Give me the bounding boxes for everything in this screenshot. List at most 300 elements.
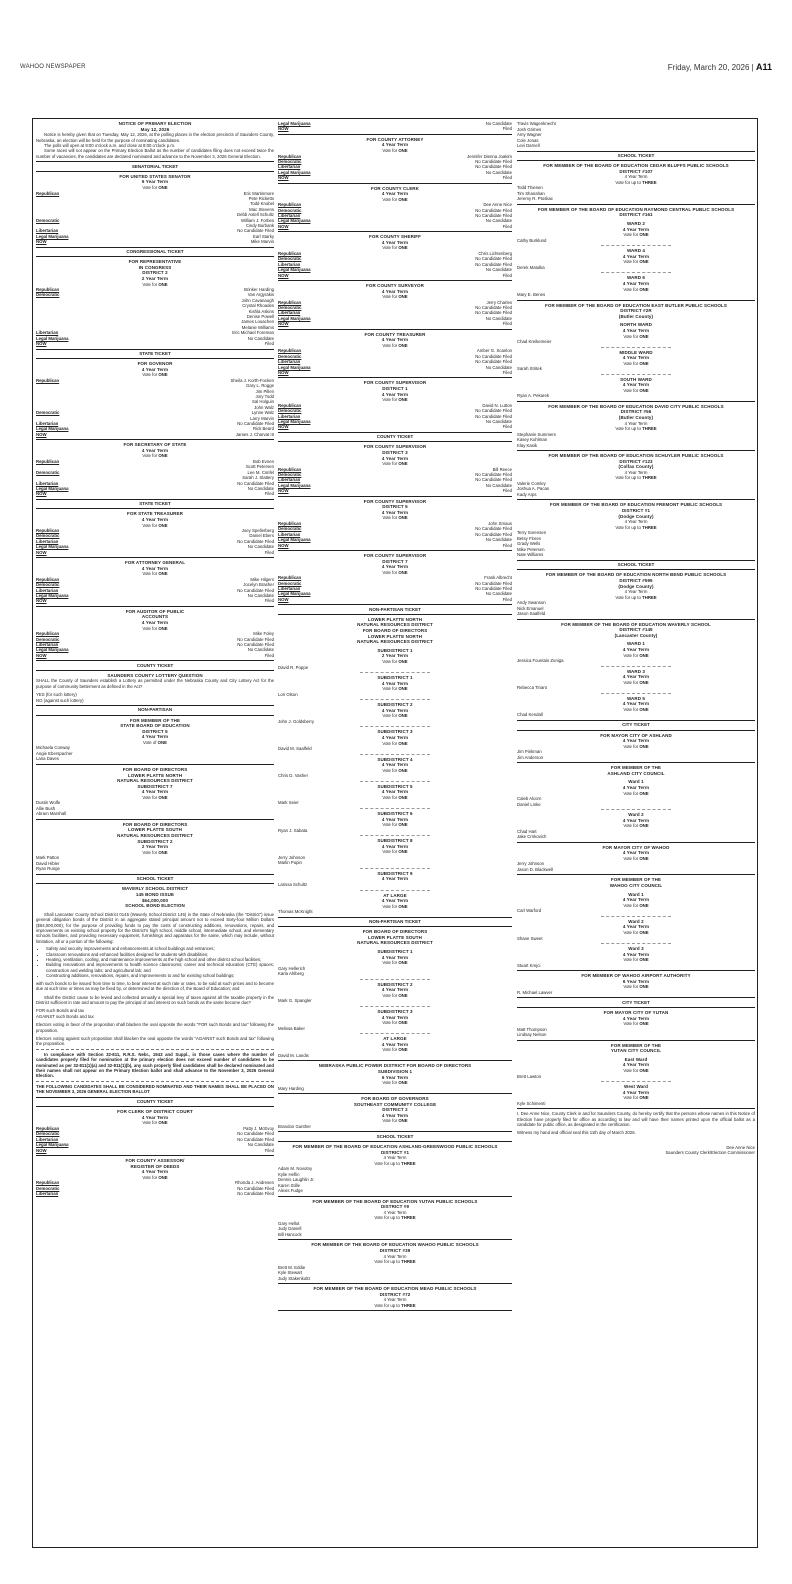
race-secretary-of-state (36, 442, 274, 497)
candidate-name: James Louachen (241, 319, 274, 325)
race-heading: WARD 1 (626, 641, 646, 647)
vote-count: ONE (398, 515, 408, 521)
vote-count: ONE (398, 992, 408, 998)
ticket-header: SCHOOL TICKET (517, 560, 755, 571)
school-races-a (517, 163, 755, 558)
party-name: Legal Marijuana (278, 169, 311, 175)
race-heading: FOR COUNTY TREASURER (364, 331, 426, 337)
term-length: 2 Year Term (141, 844, 169, 850)
ticket-header: CONGRESSIONAL TICKET (36, 247, 274, 258)
candidate-row (278, 175, 512, 180)
vote-label: Vote for up to (615, 426, 641, 432)
candidate-name: No Candidate Filed (475, 213, 512, 219)
certification-text: I, Dee Anne Nice, County Clerk in and for Saunders County, do hereby certify that the persons whose names in this Notice of Election have properly filed for office as according to law and will have their names printed upon the official ballot as a candidate for public office, as designated in the certification. (517, 1111, 755, 1128)
candidate-name: Crystal Rhoades (242, 303, 274, 309)
vote-count: ONE (398, 196, 408, 202)
vote-count: ONE (398, 569, 408, 575)
candidate-name: Van Argyrakis (247, 292, 274, 298)
candidate-name: Caleb Alcorn (517, 796, 542, 802)
term-length: 4 Year Term (141, 366, 169, 372)
race-heading: FOR COUNTY SUPERVISOR (363, 380, 427, 386)
race-heading: DISTRICT #595 (619, 577, 653, 583)
race-heading: IN CONGRESS (138, 264, 172, 270)
candidate-row (36, 239, 274, 244)
term-length: 4 Year Term (141, 789, 169, 795)
candidate-name: Cole Jonas (517, 137, 539, 143)
race-heading: FOR MEMBER OF THE BOARD OF EDUCATION SCHUYLER PUBLIC SCHOOLS (548, 453, 724, 459)
term-length: 4 Year Term (381, 142, 409, 148)
divider (517, 970, 755, 971)
candidate-name: Melanie Williams (241, 324, 274, 330)
party-name: Democratic (36, 217, 60, 223)
bond-title: WAVERLY SCHOOL DISTRICT (121, 886, 189, 892)
candidate-name: Jerry Johnson (517, 861, 544, 867)
race-heading: (Colfax County) (618, 464, 654, 470)
divider (278, 1196, 512, 1197)
term-length: 4 Year Term (622, 382, 650, 388)
divider (360, 1006, 430, 1007)
vote-label: Vote for (623, 902, 639, 908)
candidate-name: Jake Crnkovich (517, 834, 547, 840)
party-name: Democratic (36, 469, 60, 475)
candidate-name: Carl Warford (517, 908, 542, 914)
candidate-name: Filed (264, 341, 274, 347)
term-length: 4 Year Term (624, 589, 648, 595)
divider (601, 245, 671, 246)
term-length: 4 Year Term (381, 789, 409, 795)
party-name: Legal Marijuana (278, 121, 311, 126)
candidate-name: Cathy Burklund (517, 237, 547, 243)
vote-label: Vote for (142, 185, 158, 190)
party-name: Libertarian (36, 228, 59, 234)
issue-date-page: Friday, March 20, 2026 | A11 (667, 62, 772, 72)
race-heading: NATURAL RESOURCES DISTRICT (117, 778, 193, 784)
race-heading: FOR MEMBER OF THE (610, 877, 662, 883)
party-name: Libertarian (36, 1191, 59, 1196)
vote-count: ONE (639, 930, 649, 936)
vote-label: Vote for (142, 453, 158, 459)
divider (601, 916, 671, 917)
vote-count: ONE (158, 794, 168, 800)
race-heading: FOR ATTORNEY GENERAL (124, 560, 186, 566)
candidate-name: Patty J. McEvoy (243, 1125, 274, 1131)
party-name: Legal Marijuana (278, 537, 311, 543)
ticket-header: COUNTY TICKET (36, 660, 274, 671)
candidate-name: Rebecca Tinant (517, 685, 547, 691)
party-name: Democratic (36, 1185, 60, 1191)
ticket-header: COUNTY TICKET (278, 432, 512, 443)
divider (517, 450, 755, 451)
candidate-row (278, 224, 512, 229)
candidate-name: Eric Michael Foreman (232, 330, 274, 336)
party-name: NOW (36, 549, 47, 555)
party-name: Democratic (36, 533, 60, 539)
term-length: 4 Year Term (381, 1112, 409, 1118)
race-us-senator (36, 174, 274, 245)
scc-district: DISTRICT 2 (382, 1107, 408, 1113)
party-name: NOW (36, 239, 47, 245)
vote-label: Vote for (623, 743, 639, 749)
term-length: 4 Year Term (381, 954, 409, 960)
candidate-name: Lee M. Cimfel (247, 469, 274, 475)
term-length: 4 Year Term (381, 564, 409, 570)
candidate-name: No Candidate Filed (475, 531, 512, 537)
race-treasurer (36, 511, 274, 555)
vote-count: ONE (398, 740, 408, 746)
candidate-name: Earl Starky (252, 233, 274, 239)
vote-count: ONE (398, 767, 408, 773)
term-length: 4 Year Term (381, 762, 409, 768)
term-length: 4 Year Term (141, 516, 169, 522)
race-heading: DISTRICT 3 (382, 449, 408, 455)
candidate-name: Jim Pillen (255, 388, 274, 394)
candidate-name: Chris D. Vasher (278, 773, 309, 779)
candidate-row (278, 370, 512, 375)
candidate-name: Levi Darnell (517, 143, 540, 148)
party-name: Legal Marijuana (278, 267, 311, 273)
vote-count: ONE (639, 957, 649, 963)
vote-label: Vote for (382, 397, 398, 403)
divider (278, 1283, 512, 1284)
vote-count: THREE (642, 426, 657, 432)
city-races-a (517, 733, 755, 996)
party-name: Republican (278, 202, 302, 208)
vote-count: ONE (639, 706, 649, 712)
divider (517, 874, 755, 875)
vote-count: ONE (158, 372, 168, 378)
vote-count: THREE (401, 1302, 416, 1308)
candidate-row (36, 550, 274, 555)
race-heading: FOR CLERK OF DISTRICT COURT (117, 1109, 193, 1115)
term-length: 2 Year Term (381, 653, 409, 659)
candidate-name: Chad Hart (517, 828, 537, 834)
race-heading: FOR MEMBER OF THE BOARD OF EDUCATION CEDAR BLUFFS PUBLIC SCHOOLS (543, 163, 729, 169)
vote-count: ONE (639, 902, 649, 908)
candidate-name: Eric Martinmore (243, 190, 274, 196)
candidate-name: Angie Eberspacher (36, 750, 73, 756)
candidate-name: John Smaus (488, 520, 512, 526)
candidate-name: Mike Marvin (250, 239, 274, 245)
party-name: NOW (278, 126, 289, 132)
vote-label: Vote for (382, 822, 398, 828)
bond-for: FOR such Bonds and tax (36, 1008, 85, 1014)
masthead (20, 62, 772, 76)
race-heading: FOR MEMBER OF THE BOARD OF EDUCATION ASHLAND-GREENWOOD PUBLIC SCHOOLS (292, 1144, 498, 1150)
party-name: Legal Marijuana (278, 364, 311, 370)
vote-label: Vote for (382, 461, 398, 467)
candidate-name: Klay Kasik (517, 442, 538, 448)
party-name: Legal Marijuana (278, 418, 311, 424)
ticket-header: NON-PARTISAN TICKET (278, 604, 512, 615)
vote-label: Vote for up to (374, 1259, 400, 1265)
party-name: Libertarian (278, 413, 301, 419)
race-heading: FOR STATE TREASURER (127, 511, 183, 517)
vote-count: ONE (639, 259, 649, 265)
ticket-header: STATE TICKET (36, 349, 274, 360)
candidate-name: Jim Anderson (517, 754, 544, 760)
race-heading: DISTRICT 2 (142, 270, 168, 276)
divider (360, 672, 430, 673)
term-length: 2 Year Term (141, 275, 169, 281)
candidate-name: Mark Seier (278, 800, 299, 806)
vote-count: ONE (398, 245, 408, 251)
candidate-name: No Candidate (485, 121, 512, 126)
party-name: Libertarian (36, 421, 59, 427)
vote-count: ONE (158, 625, 168, 631)
party-name: Republican (36, 377, 60, 383)
vote-count: ONE (398, 461, 408, 467)
candidate-name: No Candidate (247, 1142, 274, 1148)
scc-title: FOR BOARD OF GOVERNORS (361, 1096, 429, 1102)
bond-title: SCHOOL BOND ELECTION (125, 903, 185, 909)
candidate-name: Joshua A. Pacas (517, 486, 550, 492)
race-heading: FOR COUNTY SHERIFF (369, 234, 421, 240)
race-heading: FOR MEMBER OF THE BOARD OF EDUCATION FREMONT PUBLIC SCHOOLS (549, 502, 723, 508)
party-name: Libertarian (36, 641, 59, 647)
party-name: Libertarian (36, 587, 59, 593)
candidate-name: No Candidate (247, 485, 274, 491)
divider (601, 943, 671, 944)
race-heading: DISTRICT 1 (382, 386, 408, 391)
candidate-name: Frank Albrecht (484, 575, 512, 581)
race-heading: FOR MEMBER OF THE (129, 717, 181, 723)
compliance-statement: In compliance with Section 32-811, R.R.S. Nebr., 1943 and Suppl., in those cases where the number of candidates properly filed for nomination at the primary election does not exceed number of candidates to be nominated as per 32-811(1)(a) and 32-811(1)(b), any such properly filed candidates shall be declared nominated and their names shall not appear on the Primary Election ballot and shall advance to the November 3, 2026 General Election. (36, 1051, 274, 1079)
race-heading: SUBDISTRICT 4 (377, 756, 413, 762)
party-name: Legal Marijuana (278, 591, 311, 597)
candidate-name: Ryan J. Sabata (278, 827, 308, 833)
vote-label: Vote for (382, 196, 398, 202)
party-name: NOW (36, 1147, 47, 1153)
vote-count: ONE (398, 1047, 408, 1053)
party-name: Democratic (36, 292, 60, 298)
candidate-name: No Candidate Filed (475, 261, 512, 267)
candidate-name: Chris Lichtenberg (478, 250, 512, 256)
race-heading: AT LARGE (383, 892, 407, 898)
divider (278, 231, 512, 232)
term-length: 4 Year Term (383, 1297, 407, 1303)
race-heading: LOWER PLATTE SOUTH (128, 827, 182, 833)
term-length: 4 Year Term (381, 391, 409, 397)
candidate-name: No Candidate Filed (475, 164, 512, 170)
race-heading: DISTRICT #161 (619, 212, 653, 218)
vote-count: ONE (398, 1020, 408, 1026)
vote-count: ONE (398, 148, 408, 153)
divider (601, 693, 671, 694)
candidate-name: Kylie Heflin (278, 1171, 300, 1177)
column-3 (517, 121, 755, 1156)
candidate-name: No Candidate Filed (475, 256, 512, 262)
vote-count: THREE (401, 1215, 416, 1221)
party-name: Democratic (278, 526, 302, 532)
bond-paragraph: Electors voting against such proposition shall blacken the oval opposite the words "AGAINST such Bonds and tax" following the proposition. (36, 1035, 274, 1047)
race-lps-subdistrict-2 (36, 822, 274, 872)
candidate-name: No Candidate Filed (237, 587, 274, 593)
race-heading: REGISTER OF DEEDS (130, 1163, 180, 1169)
candidate-name: Abram Marshall (36, 811, 67, 817)
race-heading: FOR BOARD OF DIRECTORS (122, 766, 188, 772)
candidate-name: Filed (264, 491, 274, 497)
candidate-name: Lynne Walz (251, 410, 274, 416)
candidate-name: No Candidate Filed (475, 526, 512, 532)
vote-count: THREE (642, 179, 657, 185)
divider (601, 809, 671, 810)
vote-label: Vote for (623, 387, 639, 393)
race-heading: FOR BOARD OF DIRECTORS (122, 821, 188, 827)
page-number: A11 (755, 62, 772, 72)
candidate-name: Filed (502, 321, 512, 327)
party-name: Republican (278, 250, 302, 256)
term-length: 4 Year Term (622, 951, 650, 957)
candidate-name: Larissa Schultz (278, 882, 308, 887)
candidate-name: Daniel Ebers (249, 533, 274, 539)
race-heading: SUBDISTRICT 2 (377, 702, 413, 708)
vote-label: Vote for (142, 522, 158, 528)
candidate-row (36, 653, 274, 658)
candidate-name: No Candidate Filed (237, 421, 274, 427)
vote-count: ONE (398, 960, 408, 966)
vote-label: Vote for (382, 960, 398, 966)
candidate-name: Brett Lawton (517, 1073, 542, 1079)
race-state-board-ed (36, 718, 274, 762)
race-heading: DISTRICT #39 (379, 1248, 411, 1254)
term-length: 4 Year Term (381, 876, 409, 882)
race-heading: FOR MEMBER OF THE BOARD OF EDUCATION DAVID CITY PUBLIC SCHOOLS (548, 403, 724, 409)
vote-count: THREE (401, 1259, 416, 1265)
vote-label: Vote for (623, 1021, 639, 1027)
vote-label: Vote for (382, 740, 398, 746)
candidate-name: Mike Hilgers (250, 576, 274, 582)
candidate-name: Terry Sorensen (517, 530, 547, 536)
race-heading: WAHOO CITY COUNCIL (609, 883, 663, 889)
candidate-name: Adam M. Novotny (278, 1166, 313, 1172)
vote-label: Vote for (382, 767, 398, 773)
candidate-name: No Candidate Filed (475, 310, 512, 316)
divider (360, 890, 430, 891)
candidate-name: No Candidate (247, 647, 274, 653)
candidate-name: No Candidate Filed (237, 1191, 274, 1196)
vote-count: THREE (642, 594, 657, 600)
party-name: Legal Marijuana (36, 233, 69, 239)
candidate-name: Joey Spellerberg (241, 528, 274, 534)
term-length: 6 Year Term (622, 978, 650, 984)
ticket-header: NON-PARTISAN TICKET (278, 917, 512, 928)
race-heading: FOR MAYOR CITY OF YUTAN (603, 1010, 669, 1015)
vote-count: ONE (639, 743, 649, 749)
race-lpn-subdistrict-7 (36, 767, 274, 817)
candidate-name: Jason Saalfeld (517, 611, 546, 617)
vote-count: ONE (639, 1095, 649, 1101)
candidate-row (278, 273, 512, 278)
candidate-name: Judy Daniell (278, 1226, 302, 1232)
candidate-name: Betsy Flores (517, 535, 541, 541)
candidate-name: Rick Beard (252, 426, 274, 432)
issue-date: Friday, March 20, 2026 (667, 63, 750, 72)
race-governor (36, 361, 274, 437)
county-races (278, 134, 512, 430)
candidate-row (278, 126, 512, 131)
bond-bullet: • Classroom renovations and enhanced facilities designed for students with disabilities; (46, 952, 274, 957)
candidate-name: Chad Kendall (517, 712, 543, 718)
race-heading: FOR MEMBER OF WAHOO AIRPORT AUTHORITY (581, 973, 691, 979)
race-heading: FOR MEMBER OF THE BOARD OF EDUCATION EAST BUTLER PUBLIC SCHOOLS (545, 302, 727, 308)
vote-label: Vote of (143, 739, 157, 745)
term-length: 4 Year Term (622, 1015, 650, 1021)
party-name: Republican (36, 1180, 60, 1186)
candidate-name: Filed (502, 424, 512, 430)
party-name: NOW (278, 488, 289, 494)
race-heading: FOR COUNTY ATTORNEY (366, 136, 424, 142)
candidate-name: Daniel Linke (517, 801, 541, 807)
term-length: 4 Year Term (624, 174, 648, 180)
party-name: Legal Marijuana (278, 315, 311, 321)
notice-title: NOTICE OF PRIMARY ELECTION (118, 121, 192, 126)
candidate-name: Travis Wagenknecht (517, 121, 556, 126)
term-length: 4 Year Term (381, 337, 409, 343)
candidate-name: Stephanie Summers (517, 431, 556, 437)
party-name: NOW (36, 652, 47, 658)
candidate-name: No Candidate (485, 218, 512, 224)
candidate-name: Dennis Laughlin Jr. (278, 1177, 315, 1183)
vote-label: Vote for up to (615, 524, 641, 530)
candidate-name: Mary E. Benes (517, 292, 546, 298)
vote-count: ONE (158, 1174, 168, 1180)
candidate-name: Andy Swanson (517, 600, 546, 606)
party-name: Libertarian (278, 310, 301, 316)
race-heading: WARD 5 (626, 695, 646, 701)
candidate-name: Brinker Harding (244, 287, 274, 293)
ticket-header: SCHOOL TICKET (278, 1131, 512, 1142)
candidate-name: Michaela Conway (36, 745, 70, 751)
party-name: Legal Marijuana (36, 593, 69, 598)
term-length: 4 Year Term (141, 447, 169, 453)
vote-label: Vote for (142, 571, 158, 577)
race-heading: DISTRICT #72 (379, 1291, 411, 1297)
candidate-name: Jessica Fountain Zuniga (517, 658, 564, 664)
candidate-name: No Candidate Filed (475, 408, 512, 414)
scc-race (278, 1113, 512, 1130)
race-heading: SUBDISTRICT 2 (137, 838, 173, 844)
race-heading: Ward 2 (628, 812, 644, 818)
bond-bullet: • Constructing additions, renovations, repairs, and improvements to and for existing school buildings; (46, 973, 274, 978)
term-length: 4 Year Term (383, 1155, 407, 1161)
candidate-row (36, 1191, 274, 1196)
vote-label: Vote for (142, 1120, 158, 1126)
race-heading: Ward 1 (628, 779, 644, 785)
vote-label: Vote for (382, 1047, 398, 1053)
vote-label: Vote for (142, 372, 158, 378)
candidate-name: Mark Patton (36, 855, 60, 861)
lps-subdistricts (278, 946, 512, 1058)
candidate-row (36, 341, 274, 346)
race-heading: DISTRICT 7 (382, 558, 408, 564)
candidate-name: Bill Hancock (278, 1231, 302, 1237)
candidate-name: David M. Saalfeld (278, 746, 312, 752)
vote-count: ONE (398, 822, 408, 828)
race-heading: LOWER PLATTE NORTH (127, 772, 183, 778)
bond-against: AGAINST such Bonds and tax (36, 1013, 94, 1019)
vote-count: ONE (639, 387, 649, 393)
vote-label: Vote for (382, 1080, 398, 1086)
candidate-name: No Candidate Filed (237, 228, 274, 234)
candidate-name: No Candidate Filed (237, 1185, 274, 1191)
bond-amount: $64,000,000 (141, 897, 169, 903)
race-heading: (Lancaster County) (614, 632, 658, 638)
ticket-header: SCHOOL TICKET (36, 874, 274, 885)
party-name: NOW (36, 491, 47, 497)
race-heading: East Ward (624, 1056, 648, 1062)
race-heading: SUBDISTRICT 2 (377, 981, 413, 987)
candidate-name: Gary Hellot (278, 1220, 300, 1226)
